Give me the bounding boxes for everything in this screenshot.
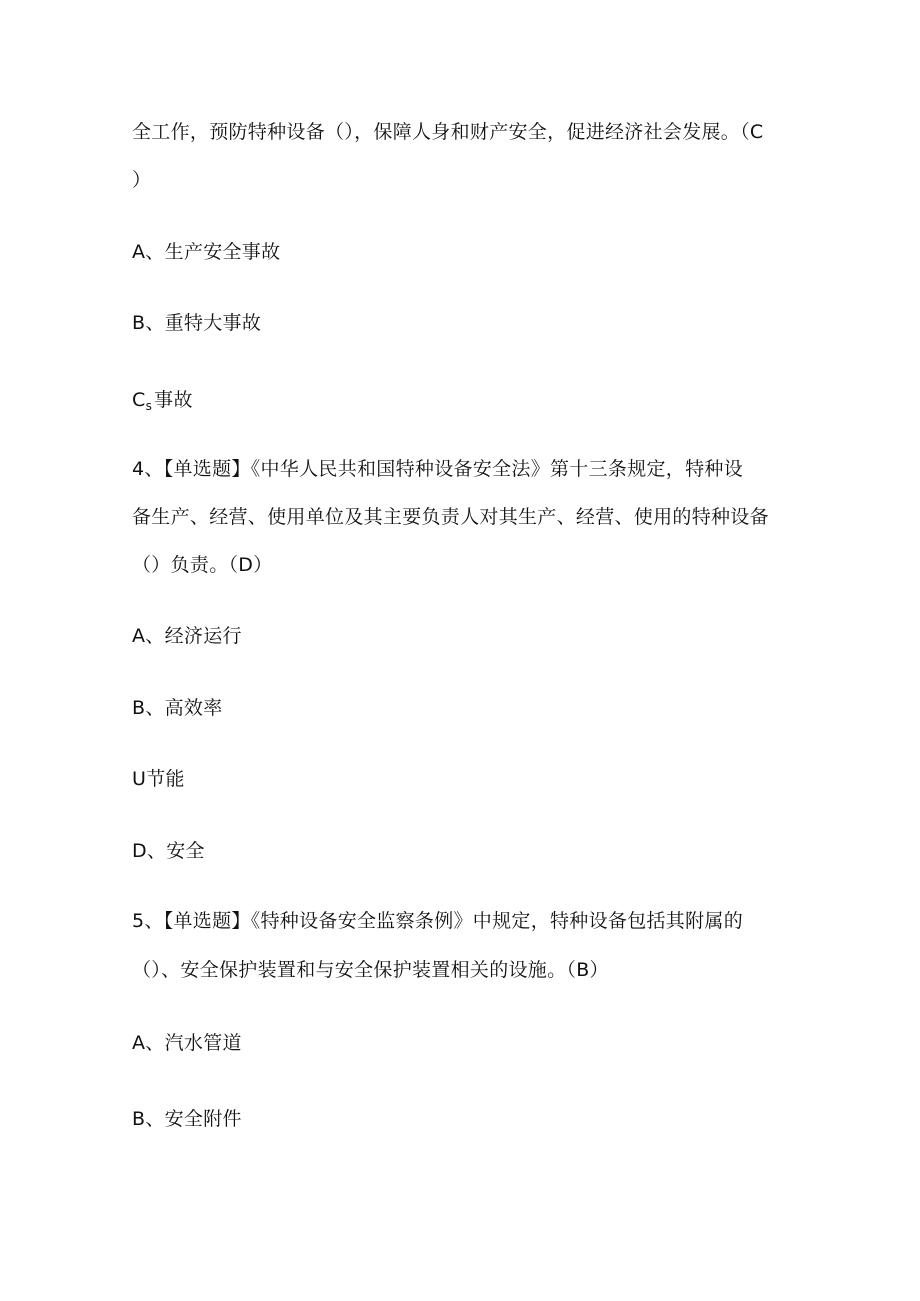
q5-option-b: B、安全附件: [132, 1108, 242, 1130]
q3-stem-line-2: ）: [132, 169, 152, 191]
q4-option-b: B、高效率: [132, 697, 223, 719]
q4-option-c: U节能: [132, 768, 185, 790]
q3-option-c: [132, 388, 812, 418]
q4-stem-line-1: 4、【单选题】《中华人民共和国特种设备安全法》第十三条规定，特种设: [132, 458, 743, 480]
q3-option-c-text: 事故: [154, 389, 193, 411]
q4-stem-line-2: 备生产、经营、使用单位及其主要负责人对其生产、经营、使用的特种设备: [132, 506, 769, 528]
q3-option-c-letter: C: [132, 389, 146, 411]
q3-option-b: B、重特大事故: [132, 312, 262, 334]
q5-option-a: A、汽水管道: [132, 1032, 242, 1054]
q5-stem-line-2: （）、安全保护装置和与安全保护装置相关的设施。（B）: [132, 959, 609, 981]
q3-option-c-subscript: s: [145, 399, 153, 413]
q5-stem-line-1: 5、【单选题】《特种设备安全监察条例》中规定，特种设备包括其附属的: [132, 910, 743, 932]
q3-stem-line-1: 全工作，预防特种设备（），保障人身和财产安全，促进经济社会发展。（C: [132, 121, 764, 143]
q4-option-a: A、经济运行: [132, 625, 242, 647]
q4-stem-line-3: （）负责。（D）: [132, 554, 273, 576]
q3-option-a: A、生产安全事故: [132, 241, 281, 263]
q4-option-d: D、安全: [132, 840, 205, 862]
